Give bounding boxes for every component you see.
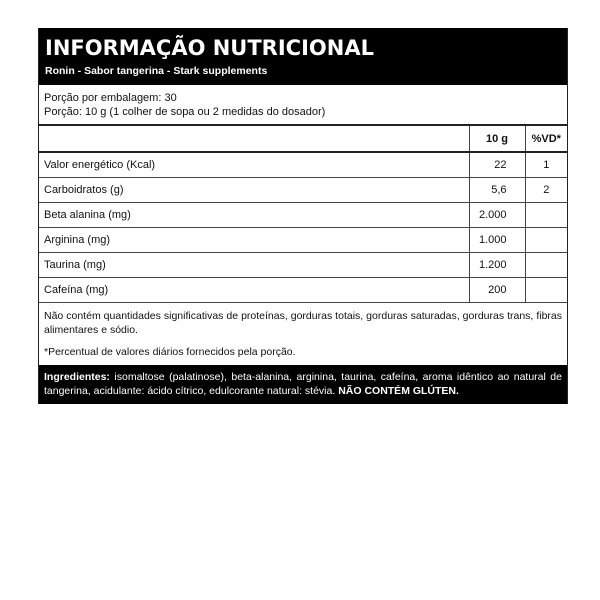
nutrient-dv	[525, 277, 567, 302]
portion-info	[39, 85, 567, 126]
nutrient-name: Taurina (mg)	[39, 252, 469, 277]
nutrient-amount: 2.000	[469, 202, 525, 227]
nutrient-amount: 5,6	[469, 177, 525, 202]
nutrient-dv	[525, 252, 567, 277]
nutrient-dv: 1	[525, 152, 567, 177]
nutrition-facts-panel	[38, 28, 568, 404]
nutrient-amount: 1.000	[469, 227, 525, 252]
table-row	[39, 252, 567, 277]
ingredients-label: Ingredientes:	[44, 370, 110, 383]
nutrient-dv: 2	[525, 177, 567, 202]
header-name	[39, 126, 469, 152]
nutrient-amount: 1.200	[469, 252, 525, 277]
product-subtitle: Ronin - Sabor tangerina - Stark supplements	[45, 65, 268, 77]
nutrient-amount: 200	[469, 277, 525, 302]
table-row	[39, 152, 567, 177]
serving-size: Porção: 10 g (1 colher de sopa ou 2 medidas do dosador)	[44, 106, 326, 118]
nutrient-name: Cafeína (mg)	[39, 277, 469, 302]
header-dv: %VD*	[525, 126, 567, 152]
table-header-row	[39, 126, 567, 152]
nutrient-name: Carboidratos (g)	[39, 177, 469, 202]
not-significant-note: Não contém quantidades significativas de proteínas, gorduras totais, gorduras saturadas, gorduras trans, fibras alimentares e sódio.	[44, 309, 562, 336]
table-row	[39, 202, 567, 227]
nutrient-dv	[525, 202, 567, 227]
nutrition-table	[39, 126, 567, 303]
nutrient-dv	[525, 227, 567, 252]
nutrient-name: Valor energético (Kcal)	[39, 152, 469, 177]
ingredients-box	[39, 365, 567, 404]
table-row	[39, 177, 567, 202]
panel-header	[39, 28, 567, 85]
portions-per-package: Porção por embalagem: 30	[44, 92, 177, 104]
table-row	[39, 227, 567, 252]
table-row	[39, 277, 567, 302]
nutrient-name: Beta alanina (mg)	[39, 202, 469, 227]
daily-value-footnote: *Percentual de valores diários fornecidos pela porção.	[44, 345, 296, 358]
nutrient-amount: 22	[469, 152, 525, 177]
ingredients-text: isomaltose (palatinose), beta-alanina, arginina, taurina, cafeína, aroma idêntico ao natural de tangerina, acidulante: ácido cítrico, edulcorante natural: stévia.	[44, 370, 562, 397]
gluten-warning: NÃO CONTÉM GLÚTEN.	[338, 384, 459, 397]
header-amount: 10 g	[469, 126, 525, 152]
nutrient-name: Arginina (mg)	[39, 227, 469, 252]
panel-title: INFORMAÇÃO NUTRICIONAL	[45, 36, 374, 60]
